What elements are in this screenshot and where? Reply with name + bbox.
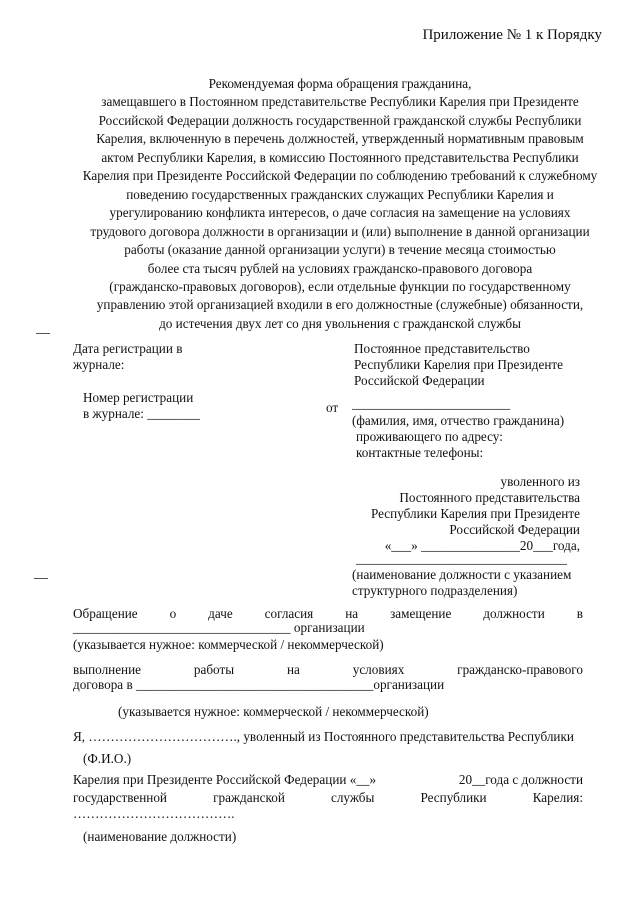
reg-date-label: Дата регистрации в <box>73 341 183 356</box>
work-line <box>73 662 583 678</box>
appeal-word: замещение <box>390 606 452 621</box>
commercial-hint: (указывается нужное: коммерческой / некоммерческой) <box>73 637 384 652</box>
service-word: Карелия: <box>532 790 583 805</box>
service-line <box>73 790 583 806</box>
work-word: выполнение <box>73 662 142 677</box>
title-line: актом Республики Карелия, в комиссию Постоянного представительства Республики <box>101 149 579 165</box>
recipient-line: Постоянное представительство <box>354 341 530 356</box>
appendix-label: Приложение № 1 к Порядку <box>422 27 602 43</box>
address-label: проживающего по адресу: <box>356 429 503 444</box>
dismissed-line: Республики Карелия при Президенте <box>370 506 580 521</box>
appeal-word: на <box>345 606 359 621</box>
work-word: гражданско-правового <box>457 662 583 677</box>
scan-mark <box>34 578 48 579</box>
dismissed-line: Российской Федерации <box>449 522 580 537</box>
phones-label: контактные телефоны: <box>356 445 484 460</box>
dismissed-line: уволенного из <box>500 474 580 489</box>
service-word: службы <box>331 790 375 805</box>
title-line: поведению государственных гражданских служащих Республики Карелия и <box>126 186 554 202</box>
reg-date-label-2: журнале: <box>73 357 125 372</box>
title-line: работы (оказание данной организации услуги) в течение месяца стоимостью <box>124 242 556 258</box>
position-hint: (наименование должности с указанием <box>352 567 572 582</box>
position-name-hint: (наименование должности) <box>83 829 237 844</box>
work-word: на <box>286 662 300 677</box>
karelia-line-right: 20__года с должности <box>458 772 583 787</box>
reg-number-label: Номер регистрации <box>83 390 194 405</box>
title-line: трудового договора должности в организации и (или) выполнение в данной организации <box>90 223 590 239</box>
appeal-word: Обращение <box>73 606 138 621</box>
service-word: гражданской <box>213 790 285 805</box>
work-word: условиях <box>352 662 405 677</box>
fio-hint: (фамилия, имя, отчество гражданина) <box>352 413 565 428</box>
fio-label: (Ф.И.О.) <box>83 751 132 766</box>
recipient-line: Российской Федерации <box>354 373 485 388</box>
karelia-line-left: Карелия при Президенте Российской Федерации «__» <box>73 772 377 787</box>
title-line: Карелия при Президенте Российской Федерации по соблюдению требований к служебному <box>82 168 598 184</box>
title-line: более ста тысяч рублей на условиях гражданско-правового договора <box>147 260 533 276</box>
title-line: Российской Федерации должность государственной гражданской службы Республики <box>98 112 582 128</box>
from-blank: ________________________ <box>352 396 511 411</box>
service-word: Республики <box>420 790 487 805</box>
title-line: (гражданско-правовых договоров), если отдельные функции по государственному <box>109 278 571 294</box>
from-label: от <box>326 400 339 415</box>
title-line: Карелия, включенную в перечень должностей, утвержденный нормативным правовым <box>96 131 584 147</box>
position-hint: структурного подразделения) <box>352 583 518 598</box>
dismissed-line: Постоянного представительства <box>399 490 580 505</box>
statement-line: Я, ……………………………., уволенный из Постоянного представительства Республики <box>73 729 574 744</box>
service-word: государственной <box>73 790 167 805</box>
document-title <box>60 75 620 333</box>
appeal-word: должности <box>483 606 545 621</box>
title-line: управлению этой организацией входили в его должностные (служебные) обязанности, <box>96 297 584 313</box>
organization-field: _________________________________ организации <box>73 620 365 635</box>
commercial-hint: (указывается нужное: коммерческой / некоммерческой) <box>118 704 429 719</box>
position-dots-field: ………………………………. <box>73 806 235 821</box>
reg-number-field: в журнале: ________ <box>83 406 200 421</box>
title-line: замещавшего в Постоянном представительстве Республики Карелия при Президенте <box>101 94 579 110</box>
appeal-word: в <box>576 606 583 621</box>
work-word: работы <box>193 662 235 677</box>
scan-mark <box>36 333 50 334</box>
position-blank: ________________________________ <box>356 551 567 566</box>
appeal-word: согласия <box>264 606 314 621</box>
contract-field: договора в ____________________________________организации <box>73 677 445 692</box>
dismissal-date-field: «___» _______________20___года, <box>384 538 580 553</box>
recipient-line: Республики Карелия при Президенте <box>354 357 564 372</box>
title-line: до истечения двух лет со дня увольнения с гражданской службы <box>159 315 521 331</box>
title-line: урегулированию конфликта интересов, о даче согласия на замещение на условиях <box>109 205 571 221</box>
appeal-word: даче <box>208 606 233 621</box>
appeal-word: о <box>169 606 177 621</box>
title-line: Рекомендуемая форма обращения гражданина, <box>208 76 472 91</box>
